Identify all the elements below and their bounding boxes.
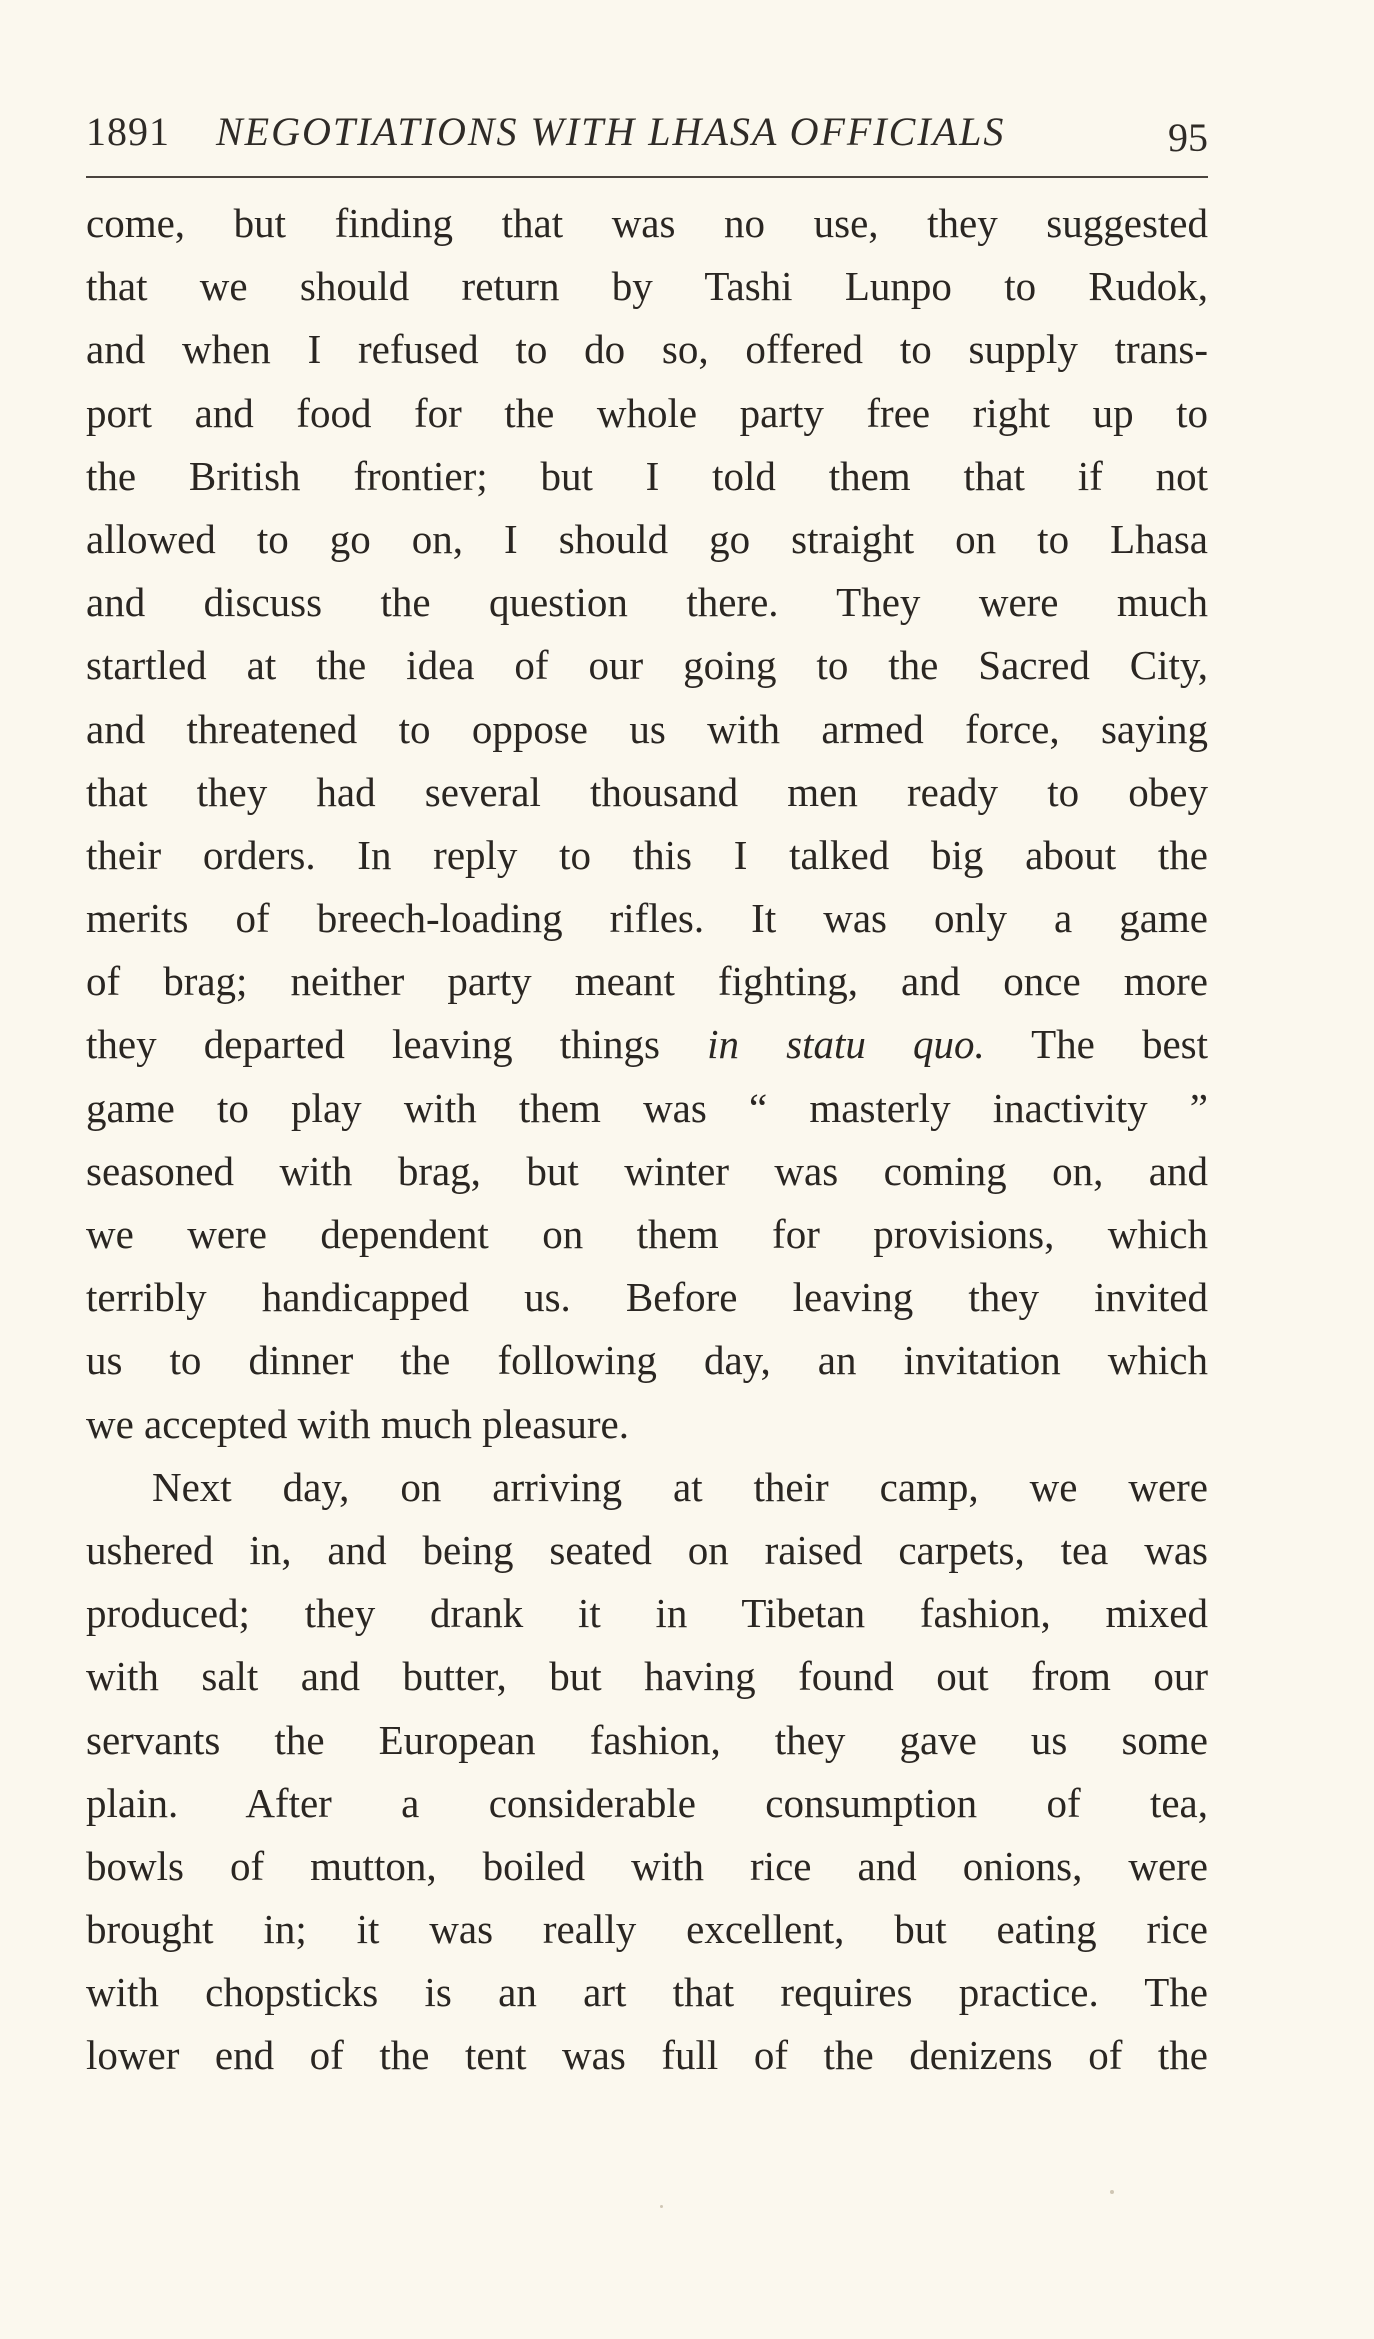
text-line: with salt and butter, but having found out from our: [86, 1653, 1208, 1700]
text-line: come, but finding that was no use, they suggested: [86, 200, 1208, 246]
text-line: ushered in, and being seated on raised carpets, tea was: [86, 1526, 1208, 1573]
italic-phrase: in statu quo.: [707, 1021, 985, 1068]
text-line: their orders. In reply to this I talked big about the: [86, 831, 1208, 878]
text-line: and discuss the question there. They were much: [86, 579, 1208, 626]
running-head: [86, 106, 1208, 158]
text-line: lower end of the tent was full of the denizens of the: [86, 2032, 1208, 2079]
text-line: seasoned with brag, but winter was coming on, and: [86, 1147, 1208, 1194]
text-line: with chopsticks is an art that requires practice. The: [86, 1969, 1208, 2016]
page-number: 95: [1168, 115, 1208, 160]
text-line: allowed to go on, I should go straight on to Lhasa: [86, 515, 1208, 562]
text-line: that we should return by Tashi Lunpo to Rudok,: [86, 263, 1208, 310]
text-segment: The best: [984, 1021, 1208, 1068]
text-line: bowls of mutton, boiled with rice and onions, were: [86, 1842, 1208, 1889]
text-line: port and food for the whole party free right up to: [86, 389, 1208, 436]
text-line: game to play with them was “ masterly inactivity ”: [86, 1084, 1208, 1131]
text-line-with-italic: [86, 1013, 1208, 1076]
text-line: startled at the idea of our going to the Sacred City,: [86, 642, 1208, 689]
header-rule: [86, 176, 1208, 178]
text-line: terribly handicapped us. Before leaving they invited: [86, 1274, 1208, 1321]
text-line: brought in; it was really excellent, but eating rice: [86, 1906, 1208, 1953]
text-line: of brag; neither party meant fighting, and once more: [86, 958, 1208, 1005]
text-line: we were dependent on them for provisions, which: [86, 1211, 1208, 1257]
paper-speck: [1110, 2190, 1114, 2194]
text-line: servants the European fashion, they gave us some: [86, 1716, 1208, 1763]
text-line: the British frontier; but I told them that if not: [86, 452, 1208, 499]
text-line: merits of breech-loading rifles. It was only a game: [86, 895, 1208, 942]
paragraph-end-line: we accepted with much pleasure.: [86, 1400, 630, 1447]
text-line: produced; they drank it in Tibetan fashion, mixed: [86, 1590, 1208, 1637]
text-line: and when I refused to do so, offered to supply trans-: [86, 326, 1208, 373]
paragraph-start-line: Next day, on arriving at their camp, we were: [152, 1463, 1208, 1510]
text-line: plain. After a considerable consumption of tea,: [86, 1779, 1208, 1826]
text-line: that they had several thousand men ready to obey: [86, 768, 1208, 815]
text-line: us to dinner the following day, an invitation which: [86, 1337, 1208, 1384]
paper-speck: [660, 2205, 663, 2208]
body-text: [86, 192, 1208, 2088]
text-line: and threatened to oppose us with armed force, saying: [86, 705, 1208, 752]
header-year: 1891: [86, 109, 170, 154]
text-segment: they departed leaving things: [86, 1021, 708, 1068]
header-title: NEGOTIATIONS WITH LHASA OFFICIALS: [216, 109, 1006, 154]
